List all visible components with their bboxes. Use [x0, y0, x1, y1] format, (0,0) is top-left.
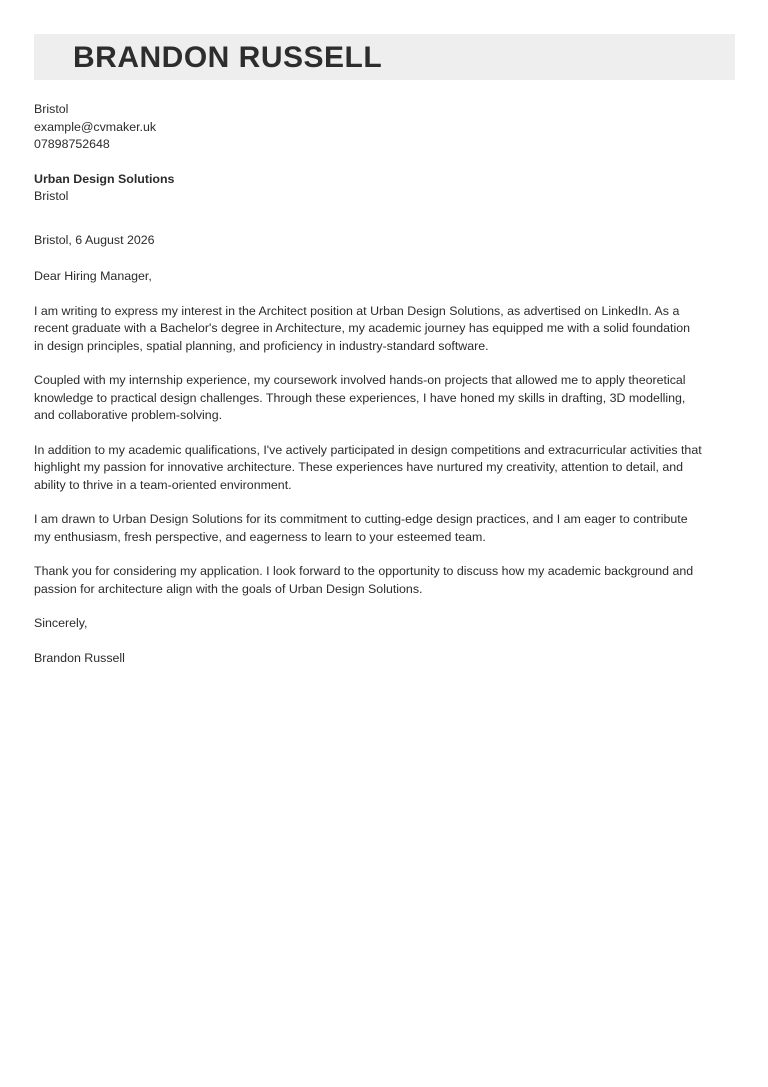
salutation: Dear Hiring Manager,: [34, 269, 152, 283]
sender-city: Bristol: [34, 102, 69, 116]
paragraph-2: Coupled with my internship experience, my coursework involved hands-on projects that allowed me to apply theoretical knowledge to practical design challenges. Through these experiences, I have honed my skills in drafting, 3D modelling, and collaborative problem-solving.: [34, 373, 686, 422]
recipient-city: Bristol: [34, 189, 69, 203]
sender-phone: 07898752648: [34, 137, 110, 151]
applicant-name: BRANDON RUSSELL: [73, 41, 383, 74]
recipient-info: [34, 171, 702, 206]
paragraph-4: I am drawn to Urban Design Solutions for its commitment to cutting-edge design practices, and I am eager to contribute my enthusiasm, fresh perspective, and eagerness to learn to your esteemed team.: [34, 512, 688, 544]
signature: Brandon Russell: [34, 650, 125, 665]
name-header-bar: [34, 34, 735, 80]
paragraph-1: I am writing to express my interest in the Architect position at Urban Design Solutions, as advertised on LinkedIn. As a recent graduate with a Bachelor's degree in Architecture, my academic journey has equipped me with a solid foundation in design principles, spatial planning, and proficiency in industry-standard software.: [34, 303, 691, 353]
closing: Sincerely,: [34, 616, 88, 630]
sender-email: example@cvmaker.uk: [34, 119, 157, 134]
sender-info: [34, 101, 702, 154]
recipient-company: Urban Design Solutions: [34, 171, 175, 186]
paragraph-3: In addition to my academic qualifications, I've actively participated in design competitions and extracurricular activities that highlight my passion for innovative architecture. These experiences have nurtured my creativity, attention to detail, and ability to thrive in a team-oriented environment.: [34, 442, 702, 492]
paragraph-5: Thank you for considering my application. I look forward to the opportunity to discuss how my academic background and passion for architecture align with the goals of Urban Design Solutions.: [34, 564, 694, 596]
letter-content: [34, 101, 702, 667]
place-date: Bristol, 6 August 2026: [34, 232, 155, 247]
